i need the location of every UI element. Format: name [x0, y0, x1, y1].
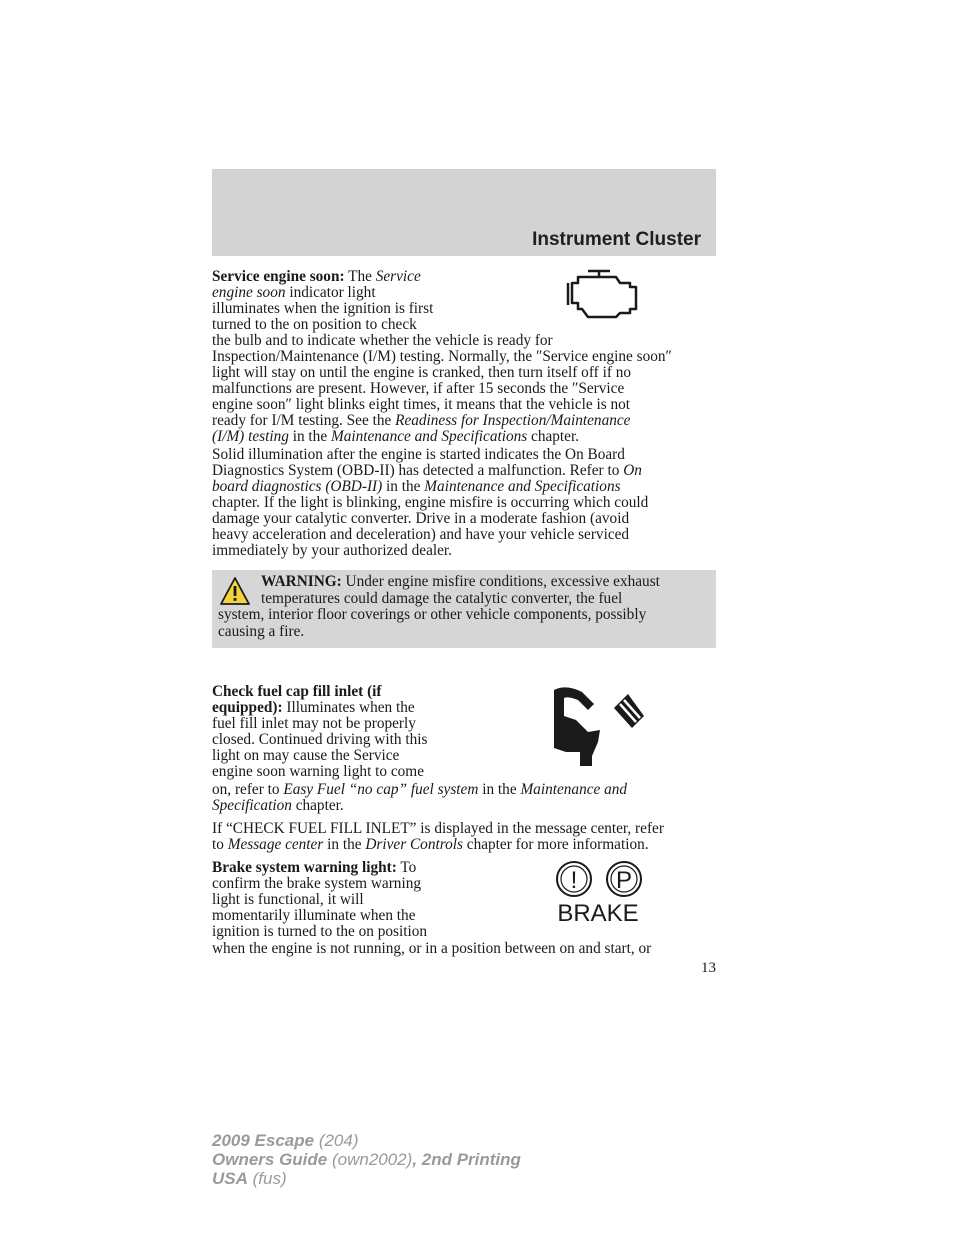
footer-model: 2009 Escape — [212, 1131, 315, 1150]
footer-printing: , 2nd Printing — [412, 1150, 521, 1169]
footer-market-code: (fus) — [247, 1169, 287, 1188]
brake-p-glyph: P — [615, 867, 633, 894]
fuel-cap-body: on, refer to Easy Fuel “no cap” fuel system in the Maintenance and Specification chapter. — [212, 781, 628, 814]
brake-body: when the engine is not running, or in a position between on and start, or — [212, 940, 652, 957]
fuel-fill-inlet-icon — [552, 686, 648, 768]
brake-intro: Brake system warning light: To confirm the brake system warning light is functional, it will momentarily illuminate when the ignition is turned to the on position — [212, 859, 428, 940]
brake-warning-icon — [550, 860, 646, 926]
footer — [212, 1131, 521, 1188]
warning-box — [212, 570, 716, 648]
warning-label: WARNING: — [261, 573, 342, 590]
fuel-cap-term: Check fuel cap fill inlet (if — [212, 683, 382, 700]
footer-guide-code: (own2002) — [327, 1150, 413, 1169]
brake-exclaim-glyph: ! — [570, 867, 578, 894]
check-engine-icon — [566, 269, 640, 319]
message-center-paragraph: If “CHECK FUEL FILL INLET” is displayed in the message center, refer to Message center in the Driver Controls chapter for more information. — [212, 820, 664, 853]
section-title: Instrument Cluster — [532, 229, 701, 250]
footer-guide: Owners Guide — [212, 1150, 328, 1169]
header-band — [212, 169, 716, 256]
warning-text: WARNING: Under engine misfire conditions, excessive exhaust temperatures could damage the catalytic converter, the fuel system, interior floor coverings or other vehicle components, possibly causing a fire. — [218, 573, 660, 640]
brake-term: Brake system warning light: — [212, 859, 397, 876]
footer-market: USA — [212, 1169, 248, 1188]
fuel-cap-intro: Check fuel cap fill inlet (if equipped): Illuminates when the fuel fill inlet may not be properly closed. Continued driving with this light on may cause the Service engine soon warning light to come — [212, 683, 428, 780]
footer-model-code: (204) — [314, 1131, 359, 1150]
solid-illumination-paragraph: Solid illumination after the engine is started indicates the On Board Diagnostics System (OBD-II) has detected a malfunction. Refer to On board diagnostics (OBD-II) in the Maintenance and Specifications chapter. If the light is blinking, engine misfire is occurring which could damage your catalytic converter. Drive in a moderate fashion (avoid heavy acceleration and deceleration) and have your vehicle serviced immediately by your authorized dealer. — [212, 446, 649, 559]
service-engine-body: the bulb and to indicate whether the vehicle is ready for Inspection/Maintenance (I/M) testing. Normally, the ″Service engine soon″ light will stay on until the engine is cranked, then turn itself off if no malfunctions are present. However, if after 15 seconds the ″Service engine soon″ light blinks eight times, it means that the vehicle is not ready for I/M testing. See the Readiness for Inspection/Maintenance (I/M) testing in the Maintenance and Specifications chapter. — [212, 332, 672, 445]
page-number: 13 — [701, 960, 716, 976]
service-engine-term: Service engine soon: — [212, 268, 345, 285]
service-engine-intro: Service engine soon: The Service engine soon indicator light illuminates when the ignition is first turned to the on position to check — [212, 268, 434, 333]
brake-label-text: BRAKE — [557, 900, 639, 926]
